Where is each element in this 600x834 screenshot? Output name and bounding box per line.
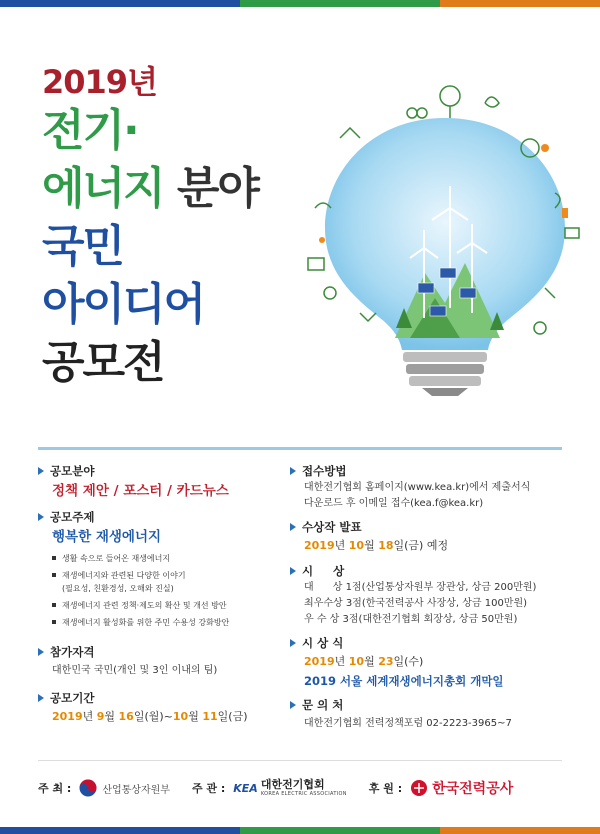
announce-date: 2019년 10월 18일(금) 예정 <box>304 539 449 552</box>
top-divider <box>38 447 562 450</box>
triangle-bullet-icon <box>290 467 296 475</box>
title-field: 분야 <box>176 163 258 214</box>
poster-title <box>42 62 258 392</box>
ceremony-date: 2019년 10월 23일(수) <box>304 655 424 668</box>
award-line: 대 상 1점(산업통상자원부 장관상, 상금 200만원) <box>304 582 537 593</box>
triangle-bullet-icon <box>290 567 296 575</box>
triangle-bullet-icon <box>38 648 44 656</box>
theme-value: 행복한 재생에너지 <box>52 529 162 545</box>
taegeuk-emblem-icon <box>79 779 97 797</box>
triangle-bullet-icon <box>290 639 296 647</box>
title-year: 2019년 <box>42 63 157 101</box>
title-line-1: 전기· <box>42 105 138 156</box>
title-line-3: 국민 <box>42 221 124 272</box>
ceremony-event: 2019 서울 세계재생에너지총회 개막일 <box>304 674 504 688</box>
list-item: 생활 속으로 들어온 재생에너지 <box>52 552 288 565</box>
section-field <box>38 462 288 502</box>
eligibility-value: 대한민국 국민(개인 및 3인 이내의 팀) <box>52 665 218 676</box>
title-line-2 <box>42 160 258 218</box>
left-column <box>38 462 288 733</box>
section-heading: 공모분야 <box>50 464 95 478</box>
list-item: 재생에너지와 관련된 다양한 이야기 <box>52 569 288 582</box>
section-heading: 수상작 발표 <box>302 520 362 534</box>
section-heading: 접수방법 <box>302 464 347 478</box>
field-value: 정책 제안 / 포스터 / 카드뉴스 <box>52 483 229 499</box>
section-ceremony <box>290 634 580 690</box>
contact-value: 대한전기협회 전력정책포럼 02-2223-3965~7 <box>304 718 512 729</box>
top-color-stripe <box>0 0 600 7</box>
section-contact <box>290 696 580 734</box>
kea-name: 대한전기협회 <box>260 778 325 791</box>
period-value: 2019년 9월 16일(월)~10월 11일(금) <box>52 710 248 723</box>
title-line-4: 아이디어 <box>42 279 205 330</box>
stripe-green <box>240 827 440 834</box>
triangle-bullet-icon <box>38 513 44 521</box>
lightbulb-icon <box>300 78 590 398</box>
organizer: 주 관 : KEA 대한전기협회 KOREA ELECTRIC ASSOCIATION <box>191 778 347 797</box>
triangle-bullet-icon <box>290 523 296 531</box>
section-eligibility <box>38 643 288 681</box>
footer-divider <box>38 760 562 761</box>
theme-bullets <box>38 552 288 629</box>
award-line: 우 수 상 3점(대한전기협회 회장상, 상금 50만원) <box>304 614 518 625</box>
sponsor-org: 한국전력공사 <box>432 781 514 797</box>
kea-logo-icon: KEA <box>233 781 258 795</box>
stripe-green <box>240 0 440 7</box>
triangle-bullet-icon <box>290 701 296 709</box>
kepco-logo-icon <box>410 779 428 797</box>
list-item-sub: (필요성, 친환경성, 오해와 진실) <box>62 584 174 593</box>
section-awards <box>290 562 580 628</box>
sponsor: 후 원 : 한국전력공사 <box>369 778 513 798</box>
bottom-color-stripe <box>0 827 600 834</box>
stripe-blue <box>0 0 240 7</box>
footer-organizers <box>38 768 562 808</box>
stripe-orange <box>440 827 600 834</box>
lightbulb-illustration <box>300 78 590 398</box>
section-heading: 공모기간 <box>50 691 95 705</box>
list-item: 재생에너지 활성화를 위한 주민 수용성 강화방안 <box>52 616 288 629</box>
triangle-bullet-icon <box>38 467 44 475</box>
kea-subtitle: KOREA ELECTRIC ASSOCIATION <box>260 791 347 797</box>
section-period <box>38 689 288 727</box>
award-line: 최우수상 3점(한국전력공사 사장상, 상금 100만원) <box>304 598 528 609</box>
section-heading: 참가자격 <box>50 645 95 659</box>
section-announce <box>290 518 580 556</box>
apply-line-2: 다운로드 후 이메일 접수(kea.f@kea.kr) <box>304 498 484 509</box>
host: 주 최 : 산업통상자원부 <box>38 779 170 797</box>
section-apply <box>290 462 580 512</box>
title-line-5: 공모전 <box>42 337 164 388</box>
list-item: 재생에너지 관련 정책·제도의 확산 및 개선 방안 <box>52 599 288 612</box>
right-column <box>290 462 580 740</box>
section-theme <box>38 508 288 629</box>
stripe-orange <box>440 0 600 7</box>
section-heading: 문 의 처 <box>302 698 344 712</box>
title-energy: 에너지 <box>42 163 164 214</box>
stripe-blue <box>0 827 240 834</box>
section-heading: 공모주제 <box>50 510 95 524</box>
triangle-bullet-icon <box>38 694 44 702</box>
section-heading: 시 상 <box>302 564 345 578</box>
section-heading: 시 상 식 <box>302 636 344 650</box>
apply-line-1: 대한전기협회 홈페이지(www.kea.kr)에서 제출서식 <box>304 482 531 493</box>
host-org: 산업통상자원부 <box>102 784 170 796</box>
